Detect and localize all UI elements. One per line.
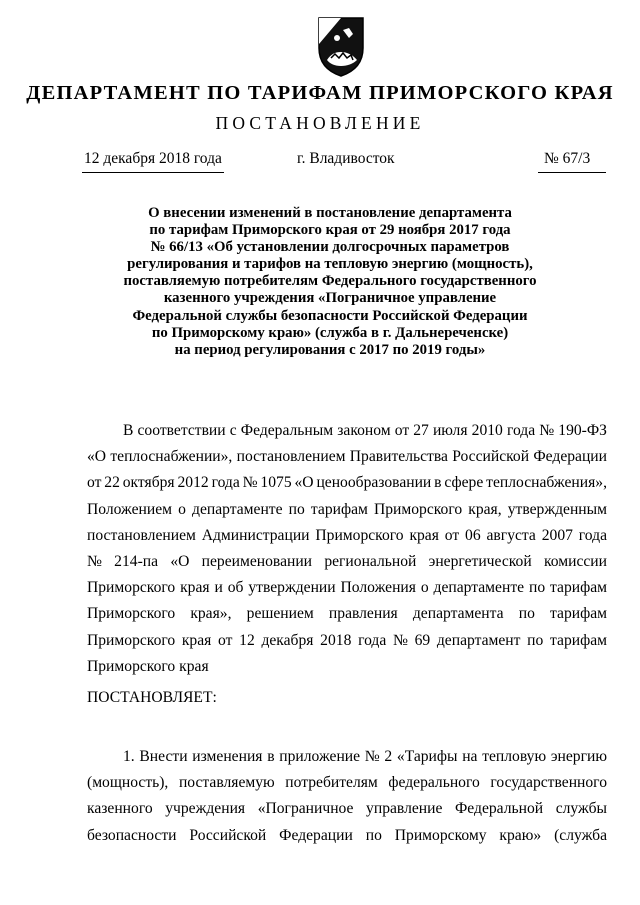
title-line: О внесении изменений в постановление департамента bbox=[148, 205, 512, 221]
text-line: постановлением Администрации Приморского края от 06 августа 2007 года bbox=[87, 526, 607, 544]
title-line: по Приморскому краю» (служба в г. Дальнереченске) bbox=[151, 324, 509, 341]
coat-of-arms-emblem bbox=[313, 14, 369, 78]
number-underline bbox=[538, 172, 606, 173]
title-line: на период регулирования с 2017 по 2019 годы» bbox=[174, 341, 486, 358]
text-line: казенного учреждения «Пограничное управление Федеральной службы bbox=[87, 800, 607, 818]
title-line: № 66/13 «Об установлении долгосрочных параметров bbox=[150, 239, 510, 256]
title-line: Федеральной службы безопасности Российской Федерации bbox=[132, 307, 528, 324]
document-type: ПОСТАНОВЛЕНИЕ bbox=[215, 113, 425, 133]
department-name: ДЕПАРТАМЕНТ ПО ТАРИФАМ ПРИМОРСКОГО КРАЯ bbox=[26, 82, 614, 104]
preamble-paragraph bbox=[87, 418, 607, 680]
document-title bbox=[100, 205, 560, 359]
document-city: г. Владивосток bbox=[297, 150, 395, 167]
text-line: Положением о департаменте по тарифам Приморского края, утвержденным bbox=[87, 500, 607, 518]
text-line: В соответствии с Федеральным законом от 27 июля 2010 года № 190-ФЗ bbox=[123, 422, 607, 439]
date-underline bbox=[82, 172, 224, 173]
text-line: (мощность), поставляемую потребителям федерального государственного bbox=[87, 774, 607, 792]
title-line: регулирования и тарифов на тепловую энергию (мощность), bbox=[127, 256, 533, 273]
text-line: от 22 октября 2012 года № 1075 «О ценообразовании в сфере теплоснабжения», bbox=[87, 474, 607, 492]
text-line: Приморского края», решением правления департамента по тарифам bbox=[87, 605, 607, 623]
text-line: № 214-па «О переименовании региональной энергетической комиссии bbox=[87, 552, 607, 570]
title-line: поставляемую потребителям Федерального государственного bbox=[123, 273, 537, 290]
title-line: по тарифам Приморского края от 29 ноября 2017 года bbox=[149, 222, 511, 239]
text-line: безопасности Российской Федерации по Приморскому краю» (служба bbox=[87, 826, 607, 844]
resolves-heading: ПОСТАНОВЛЯЕТ: bbox=[87, 689, 217, 706]
text-line: 1. Внести изменения в приложение № 2 «Тарифы на тепловую энергию bbox=[123, 748, 607, 765]
document-date: 12 декабря 2018 года bbox=[84, 150, 222, 167]
text-line: «О теплоснабжении», постановлением Правительства Российской Федерации bbox=[87, 448, 607, 466]
text-line: Приморского края и об утверждении Положения о департаменте по тарифам bbox=[87, 579, 607, 597]
title-line: казенного учреждения «Пограничное управление bbox=[163, 290, 497, 307]
text-line: Приморского края от 12 декабря 2018 года № 69 департамент по тарифам bbox=[87, 631, 607, 649]
text-line: Приморского края bbox=[87, 657, 209, 675]
document-number: № 67/3 bbox=[544, 150, 591, 167]
item-1-paragraph bbox=[87, 744, 607, 849]
